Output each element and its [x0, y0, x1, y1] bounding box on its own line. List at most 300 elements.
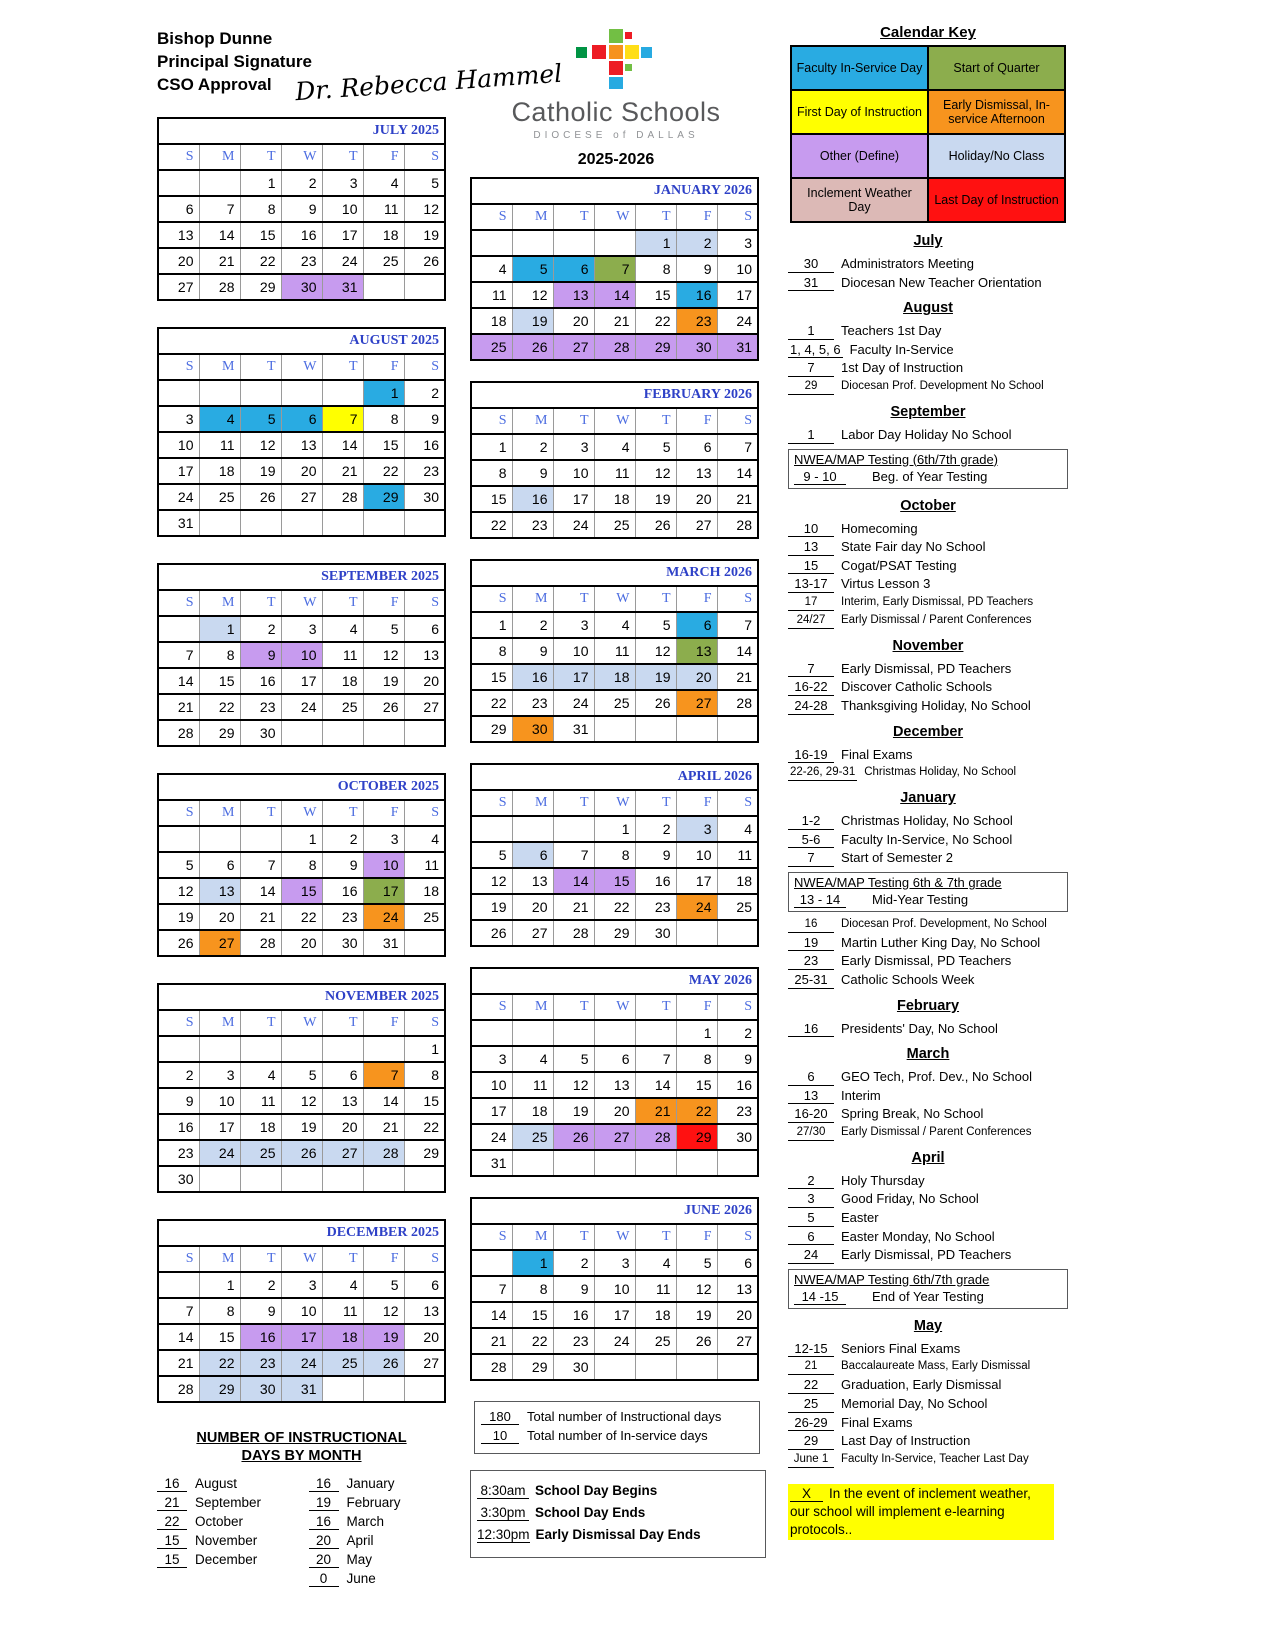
day-cell: 15: [676, 1072, 717, 1098]
day-header-cell: F: [676, 994, 717, 1020]
day-cell: 8: [281, 852, 322, 878]
day-cell: 5: [404, 170, 445, 196]
event-label: Graduation, Early Dismissal: [841, 1377, 1002, 1393]
day-cell: 21: [635, 1098, 676, 1124]
day-header-cell: T: [553, 586, 594, 612]
day-cell: 7: [553, 842, 594, 868]
day-cell: 2: [322, 826, 363, 852]
day-cell: 21: [553, 894, 594, 920]
day-cell: 27: [676, 690, 717, 716]
day-header-cell: S: [471, 1224, 512, 1250]
day-cell: 24: [553, 512, 594, 538]
week-row: [471, 612, 758, 638]
day-cell: 28: [717, 512, 758, 538]
day-cell: 20: [676, 486, 717, 512]
event-label: Final Exams: [841, 746, 913, 762]
event-date: 16: [788, 917, 834, 933]
event-label: Faculty In-Service, Teacher Last Day: [841, 1452, 1029, 1465]
instructional-days-month: August: [195, 1476, 238, 1492]
event-row: [788, 1106, 1068, 1123]
day-cell: 17: [717, 282, 758, 308]
month-calendar: [157, 1219, 446, 1403]
day-cell: 12: [512, 282, 553, 308]
day-cell: 17: [676, 868, 717, 894]
day-header-cell: F: [363, 1246, 404, 1272]
day-header-cell: M: [199, 800, 240, 826]
day-cell: 1: [363, 380, 404, 406]
day-cell: [635, 1150, 676, 1176]
instructional-days-count: 21: [157, 1495, 187, 1511]
inclement-weather-note: [788, 1484, 1054, 1541]
day-cell: [553, 1020, 594, 1046]
week-row: [471, 486, 758, 512]
day-cell: 12: [404, 196, 445, 222]
event-date: 13: [788, 1088, 834, 1105]
day-cell: 27: [594, 1124, 635, 1150]
week-row: [471, 894, 758, 920]
event-row: [788, 698, 1068, 715]
week-row: [158, 196, 445, 222]
day-cell: 30: [281, 274, 322, 300]
day-cell: 16: [717, 1072, 758, 1098]
day-cell: 20: [281, 930, 322, 956]
day-cell: [404, 510, 445, 536]
testing-box-row: [794, 892, 1062, 908]
day-cell: 28: [363, 1140, 404, 1166]
event-row: [788, 765, 1068, 781]
testing-box-label: End of Year Testing: [872, 1288, 984, 1304]
day-cell: 13: [717, 1276, 758, 1302]
day-cell: 1: [240, 170, 281, 196]
day-header-cell: M: [199, 1010, 240, 1036]
totals-box: [474, 1401, 760, 1454]
day-cell: 7: [199, 196, 240, 222]
day-cell: 5: [363, 1272, 404, 1298]
day-cell: 5: [553, 1046, 594, 1072]
day-cell: 28: [158, 720, 199, 746]
week-row: [471, 282, 758, 308]
month-title: APRIL 2026: [471, 764, 758, 790]
day-cell: 16: [553, 1302, 594, 1328]
day-header-cell: W: [281, 1246, 322, 1272]
day-cell: [158, 616, 199, 642]
day-cell: 11: [635, 1276, 676, 1302]
day-cell: 1: [404, 1036, 445, 1062]
event-date: 27/30: [788, 1125, 834, 1141]
event-row: [788, 850, 1068, 867]
day-cell: 26: [281, 1140, 322, 1166]
event-month-heading: August: [903, 300, 953, 317]
day-header-cell: S: [158, 1246, 199, 1272]
day-cell: 21: [717, 486, 758, 512]
event-date: 17: [788, 595, 834, 611]
week-row: [471, 1020, 758, 1046]
week-row: [158, 1114, 445, 1140]
event-label: Catholic Schools Week: [841, 971, 975, 987]
day-cell: [512, 1150, 553, 1176]
day-header-cell: S: [158, 144, 199, 170]
event-date: 7: [788, 360, 834, 377]
instructional-days-col-2: [309, 1473, 447, 1590]
event-row: [788, 1396, 1068, 1413]
day-cell: 9: [240, 1298, 281, 1324]
day-cell: [199, 826, 240, 852]
month-title: JANUARY 2026: [471, 178, 758, 204]
day-cell: 5: [281, 1062, 322, 1088]
event-label: Diocesan New Teacher Orientation: [841, 274, 1042, 290]
day-header-cell: W: [281, 800, 322, 826]
day-header-cell: T: [322, 800, 363, 826]
event-label: Baccalaureate Mass, Early Dismissal: [841, 1360, 1031, 1373]
day-cell: 9: [512, 460, 553, 486]
day-header-cell: T: [635, 790, 676, 816]
day-cell: 3: [553, 612, 594, 638]
testing-box-title: NWEA/MAP Testing (6th/7th grade): [794, 451, 999, 467]
testing-box: [788, 872, 1068, 912]
day-cell: 23: [553, 1328, 594, 1354]
event-date: 25-31: [788, 972, 834, 989]
day-header-cell: M: [512, 994, 553, 1020]
day-cell: 27: [512, 920, 553, 946]
day-header-cell: S: [404, 144, 445, 170]
day-header-cell: T: [553, 408, 594, 434]
day-cell: 13: [404, 642, 445, 668]
day-cell: 22: [676, 1098, 717, 1124]
week-row: [471, 1124, 758, 1150]
day-cell: [322, 510, 363, 536]
week-row: [158, 616, 445, 642]
day-cell: 2: [158, 1062, 199, 1088]
day-cell: 3: [281, 1272, 322, 1298]
day-cell: [158, 170, 199, 196]
day-cell: [471, 816, 512, 842]
day-cell: 10: [158, 432, 199, 458]
day-cell: 27: [404, 694, 445, 720]
day-cell: 18: [404, 878, 445, 904]
key-cell: Inclement Weather Day: [791, 178, 928, 222]
event-label: Christmas Holiday, No School: [864, 766, 1017, 779]
day-cell: [676, 1150, 717, 1176]
day-cell: [199, 510, 240, 536]
day-cell: 30: [635, 920, 676, 946]
day-header-cell: M: [512, 204, 553, 230]
day-header-row: [158, 144, 445, 170]
instructional-days-month: September: [195, 1495, 262, 1511]
day-cell: 24: [363, 904, 404, 930]
week-row: [471, 1250, 758, 1276]
testing-box-date: 14 -15: [794, 1289, 846, 1305]
month-calendar: [157, 983, 446, 1193]
event-row: [788, 1341, 1068, 1358]
total-label: Total number of Instructional days: [527, 1409, 722, 1424]
day-cell: 25: [512, 1124, 553, 1150]
day-cell: 1: [471, 434, 512, 460]
day-header-cell: W: [594, 1224, 635, 1250]
day-header-cell: S: [158, 800, 199, 826]
day-header-cell: W: [281, 590, 322, 616]
day-cell: 10: [553, 460, 594, 486]
day-cell: 15: [471, 486, 512, 512]
instructional-days-title-line1: NUMBER OF INSTRUCTIONAL: [196, 1430, 407, 1446]
month-calendar: [470, 967, 759, 1177]
event-row: [788, 342, 1068, 359]
day-cell: [404, 930, 445, 956]
month-title: SEPTEMBER 2025: [158, 564, 445, 590]
event-row: [788, 1229, 1068, 1246]
event-label: Early Dismissal / Parent Conferences: [841, 1125, 1032, 1138]
day-cell: 20: [717, 1302, 758, 1328]
day-cell: 25: [471, 334, 512, 360]
school-time-value: 3:30pm: [477, 1505, 529, 1521]
event-label: Diocesan Prof. Development, No School: [841, 917, 1047, 930]
event-date: 23: [788, 953, 834, 970]
day-cell: 31: [471, 1150, 512, 1176]
month-title: NOVEMBER 2025: [158, 984, 445, 1010]
day-cell: 9: [158, 1088, 199, 1114]
day-header-cell: S: [158, 1010, 199, 1036]
day-cell: 1: [281, 826, 322, 852]
day-cell: 14: [553, 868, 594, 894]
instructional-days-month: March: [346, 1514, 385, 1530]
instructional-days-count: 20: [309, 1552, 339, 1568]
instructional-days-row: [309, 1552, 447, 1568]
week-row: [158, 694, 445, 720]
day-cell: 17: [199, 1114, 240, 1140]
event-date: 29: [788, 1433, 834, 1450]
event-date: 6: [788, 1069, 834, 1086]
day-cell: [363, 274, 404, 300]
day-header-cell: S: [717, 1224, 758, 1250]
day-cell: 15: [240, 222, 281, 248]
instructional-days-count: 0: [309, 1571, 339, 1587]
day-cell: [404, 1166, 445, 1192]
event-date: 31: [788, 275, 834, 292]
day-cell: 29: [512, 1354, 553, 1380]
day-cell: 21: [158, 1350, 199, 1376]
day-cell: 2: [240, 616, 281, 642]
event-row: [788, 275, 1068, 292]
day-cell: 25: [717, 894, 758, 920]
event-label: Early Dismissal, PD Teachers: [841, 953, 1012, 969]
week-row: [158, 458, 445, 484]
day-header-cell: W: [594, 204, 635, 230]
day-header-cell: S: [471, 790, 512, 816]
event-date: 24: [788, 1247, 834, 1264]
event-date: 6: [788, 1229, 834, 1246]
school-time-label: School Day Ends: [535, 1505, 646, 1520]
day-cell: 13: [158, 222, 199, 248]
day-cell: [240, 380, 281, 406]
testing-box-label: Mid-Year Testing: [872, 891, 969, 907]
event-date: 25: [788, 1396, 834, 1413]
instructional-days-count: 16: [309, 1476, 339, 1492]
event-label: Teachers 1st Day: [841, 323, 942, 339]
day-header-cell: M: [199, 144, 240, 170]
day-header-cell: S: [471, 994, 512, 1020]
day-cell: 4: [322, 1272, 363, 1298]
day-cell: 8: [363, 406, 404, 432]
day-cell: [158, 1036, 199, 1062]
day-cell: 13: [594, 1072, 635, 1098]
day-cell: 23: [404, 458, 445, 484]
day-header-row: [471, 790, 758, 816]
event-row: [788, 595, 1068, 611]
day-header-row: [471, 1224, 758, 1250]
day-cell: 6: [676, 434, 717, 460]
week-row: [158, 642, 445, 668]
inclement-text: In the event of inclement weather, our school will implement e-learning protocols..: [790, 1485, 1031, 1538]
day-cell: 7: [158, 1298, 199, 1324]
day-cell: 28: [199, 274, 240, 300]
day-cell: 2: [281, 170, 322, 196]
day-header-cell: T: [553, 1224, 594, 1250]
instructional-days-row: [157, 1514, 295, 1530]
day-cell: 8: [512, 1276, 553, 1302]
instructional-days-row: [309, 1495, 447, 1511]
day-cell: 1: [471, 612, 512, 638]
day-cell: 8: [676, 1046, 717, 1072]
day-cell: 18: [322, 668, 363, 694]
day-cell: 6: [512, 842, 553, 868]
day-cell: [635, 1354, 676, 1380]
day-cell: 23: [281, 248, 322, 274]
month-calendar: [157, 327, 446, 537]
day-cell: 19: [363, 668, 404, 694]
day-cell: 11: [594, 638, 635, 664]
day-cell: 12: [471, 868, 512, 894]
day-cell: [676, 1354, 717, 1380]
testing-box: [788, 1269, 1068, 1309]
day-cell: 5: [158, 852, 199, 878]
day-cell: 26: [676, 1328, 717, 1354]
day-header-cell: W: [594, 994, 635, 1020]
week-row: [158, 510, 445, 536]
day-cell: [322, 1036, 363, 1062]
day-cell: 26: [635, 512, 676, 538]
month-title: DECEMBER 2025: [158, 1220, 445, 1246]
event-label: Cogat/PSAT Testing: [841, 557, 957, 573]
day-cell: 19: [240, 458, 281, 484]
week-row: [158, 1376, 445, 1402]
day-cell: 21: [158, 694, 199, 720]
day-cell: [281, 1036, 322, 1062]
event-date: 7: [788, 661, 834, 678]
day-cell: 8: [240, 196, 281, 222]
instructional-days-count: 15: [157, 1533, 187, 1549]
day-cell: [717, 920, 758, 946]
day-cell: 4: [363, 170, 404, 196]
day-header-row: [158, 1010, 445, 1036]
day-header-cell: F: [363, 144, 404, 170]
day-cell: 6: [553, 256, 594, 282]
week-row: [158, 1140, 445, 1166]
day-cell: 3: [158, 406, 199, 432]
day-header-cell: F: [363, 800, 404, 826]
day-cell: 16: [240, 1324, 281, 1350]
day-cell: 20: [158, 248, 199, 274]
day-cell: 7: [594, 256, 635, 282]
school-time-label: School Day Begins: [535, 1483, 658, 1498]
week-row: [158, 380, 445, 406]
day-header-cell: W: [594, 790, 635, 816]
day-header-cell: M: [512, 408, 553, 434]
event-row: [788, 679, 1068, 696]
day-cell: 28: [240, 930, 281, 956]
month-calendar: [470, 1197, 759, 1381]
event-label: Start of Semester 2: [841, 850, 953, 866]
event-row: [788, 1452, 1068, 1468]
day-cell: 30: [512, 716, 553, 742]
day-cell: [594, 230, 635, 256]
inclement-x: X: [790, 1486, 823, 1502]
day-cell: 2: [676, 230, 717, 256]
day-cell: 17: [471, 1098, 512, 1124]
day-cell: [199, 1166, 240, 1192]
day-cell: 30: [553, 1354, 594, 1380]
day-header-cell: S: [717, 204, 758, 230]
event-row: [788, 1173, 1068, 1190]
school-name: Bishop Dunne: [157, 29, 273, 48]
day-cell: [594, 1150, 635, 1176]
day-cell: [512, 1020, 553, 1046]
key-cell: Other (Define): [791, 134, 928, 178]
day-cell: 19: [635, 486, 676, 512]
event-row: [788, 813, 1068, 830]
day-cell: 4: [240, 1062, 281, 1088]
day-cell: 26: [240, 484, 281, 510]
day-header-cell: W: [594, 408, 635, 434]
day-cell: 19: [635, 664, 676, 690]
day-cell: 6: [158, 196, 199, 222]
school-time-label: Early Dismissal Day Ends: [535, 1527, 701, 1542]
event-label: Early Dismissal / Parent Conferences: [841, 613, 1032, 626]
event-date: 30: [788, 256, 834, 273]
day-cell: 18: [240, 1114, 281, 1140]
day-header-cell: S: [404, 1246, 445, 1272]
event-month-heading: February: [896, 997, 960, 1014]
day-cell: 20: [553, 308, 594, 334]
day-cell: 18: [717, 868, 758, 894]
day-header-cell: F: [363, 590, 404, 616]
day-cell: 16: [512, 664, 553, 690]
key-row: [791, 90, 1065, 134]
instructional-days-month: February: [346, 1495, 401, 1511]
day-cell: 14: [363, 1088, 404, 1114]
event-date: 16: [788, 1021, 834, 1038]
day-cell: [471, 1250, 512, 1276]
week-row: [158, 668, 445, 694]
logo-cross-icon: [561, 28, 671, 90]
school-year-label: 2025-2026: [577, 151, 655, 168]
day-cell: 13: [676, 460, 717, 486]
day-cell: 24: [676, 894, 717, 920]
cso-signature: Dr. Rebecca Hammel: [294, 58, 564, 107]
day-cell: [717, 716, 758, 742]
day-cell: [635, 716, 676, 742]
day-cell: 7: [717, 612, 758, 638]
event-row: [788, 1377, 1068, 1394]
instructional-days-col-1: [157, 1473, 295, 1590]
day-cell: 23: [240, 1350, 281, 1376]
day-cell: 13: [199, 878, 240, 904]
month-calendar: [470, 381, 759, 539]
event-row: [788, 558, 1068, 575]
day-cell: 8: [594, 842, 635, 868]
day-cell: 1: [635, 230, 676, 256]
principal-signature-label: Principal Signature: [157, 51, 312, 71]
testing-box-row: [794, 469, 1062, 485]
event-month-heading: July: [913, 233, 943, 249]
